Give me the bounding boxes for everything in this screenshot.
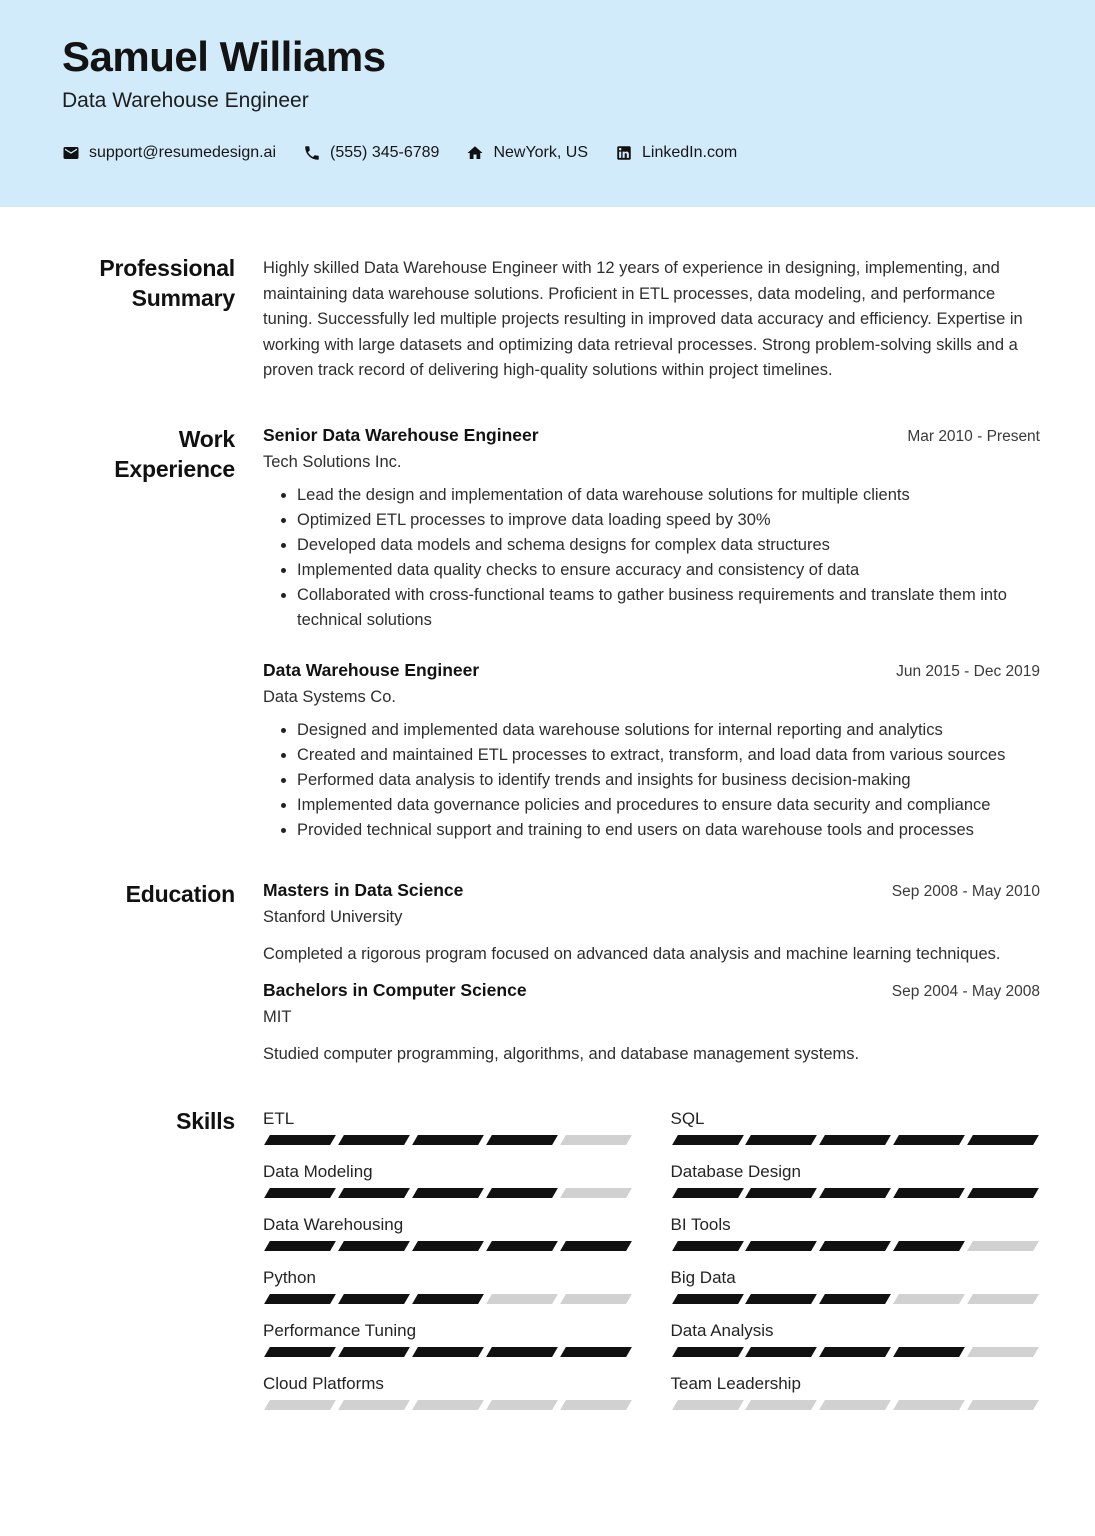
phone-icon — [303, 144, 321, 162]
skill-bar-segment — [746, 1294, 818, 1304]
skill-bar-segment — [560, 1241, 632, 1251]
skill-bar-segment — [486, 1241, 558, 1251]
degree-school: Stanford University — [263, 907, 403, 926]
skill-bar-segment — [893, 1135, 965, 1145]
skill-bar — [671, 1135, 1041, 1145]
skill-bar-segment — [819, 1241, 891, 1251]
skill-name: Team Leadership — [670, 1373, 801, 1393]
skill-bar-segment — [486, 1294, 558, 1304]
job-title: Data Warehouse Engineer — [263, 659, 480, 680]
job-bullet: Provided technical support and training to end users on data warehouse tools and processes — [297, 818, 1040, 843]
skill-name: Cloud Platforms — [263, 1373, 384, 1393]
degree-dates: Sep 2008 - May 2010 — [891, 882, 1040, 900]
skill-bar-segment — [967, 1188, 1039, 1198]
skill-bar — [263, 1241, 633, 1251]
degree-title: Bachelors in Computer Science — [263, 980, 527, 1000]
skill-bar-segment — [967, 1294, 1039, 1304]
job-bullet: Collaborated with cross-functional teams to gather business requirements and translate them into technical solutions — [297, 583, 1040, 633]
home-icon — [466, 144, 484, 162]
skill-bar-segment — [893, 1241, 965, 1251]
skill-name: Python — [263, 1267, 316, 1287]
contact-phone-text: (555) 345-6789 — [330, 144, 440, 161]
skill-bar-segment — [412, 1135, 484, 1145]
contact-email — [62, 144, 276, 162]
skill-bar-segment — [338, 1135, 410, 1145]
skill-bar — [671, 1241, 1041, 1251]
section-summary — [60, 253, 1040, 384]
skill-bar-segment — [893, 1400, 965, 1410]
skill-bar — [671, 1347, 1041, 1357]
skill-bar-segment — [819, 1294, 891, 1304]
contact-location-text: NewYork, US — [493, 144, 588, 161]
skill-bar-segment — [560, 1135, 632, 1145]
skill-item — [263, 1373, 633, 1410]
contact-email-text: support@resumedesign.ai — [89, 144, 277, 161]
skill-bar-segment — [746, 1135, 818, 1145]
job-bullet: Created and maintained ETL processes to extract, transform, and load data from various sources — [297, 743, 1040, 768]
skill-bar-segment — [412, 1241, 484, 1251]
skill-bar-segment — [486, 1188, 558, 1198]
work-entry — [263, 659, 1040, 843]
skill-bar-segment — [967, 1241, 1039, 1251]
job-bullet: Performed data analysis to identify trends and insights for business decision-making — [297, 768, 1040, 793]
skill-name: BI Tools — [670, 1214, 731, 1234]
job-bullet: Implemented data governance policies and procedures to ensure data security and compliance — [297, 793, 1040, 818]
skill-bar-segment — [893, 1347, 965, 1357]
skill-item — [263, 1161, 633, 1198]
skill-bar-segment — [967, 1347, 1039, 1357]
section-education — [60, 879, 1040, 1068]
job-company: Tech Solutions Inc. — [263, 452, 402, 471]
skill-bar-segment — [486, 1135, 558, 1145]
skill-bar-segment — [412, 1400, 484, 1410]
skills-grid — [263, 1108, 1040, 1426]
skill-bar-segment — [338, 1400, 410, 1410]
skill-bar-segment — [560, 1188, 632, 1198]
skill-item — [263, 1214, 633, 1251]
contact-linkedin-text: LinkedIn.com — [642, 144, 738, 161]
skill-item — [263, 1108, 633, 1145]
degree-school: MIT — [263, 1008, 292, 1026]
skill-name: Big Data — [670, 1267, 736, 1287]
summary-heading: Professional Summary — [99, 255, 235, 311]
skill-bar-segment — [967, 1400, 1039, 1410]
job-dates: Mar 2010 - Present — [907, 427, 1040, 445]
skill-bar-segment — [264, 1347, 336, 1357]
section-skills — [60, 1106, 1040, 1426]
skill-bar-segment — [672, 1347, 744, 1357]
job-title: Senior Data Warehouse Engineer — [263, 424, 539, 445]
skill-bar-segment — [264, 1188, 336, 1198]
skill-bar-segment — [819, 1135, 891, 1145]
skill-bar-segment — [893, 1188, 965, 1198]
skill-name: Performance Tuning — [263, 1320, 417, 1340]
job-bullet: Developed data models and schema designs for complex data structures — [297, 533, 1040, 558]
skill-bar-segment — [412, 1347, 484, 1357]
section-work-experience — [60, 424, 1040, 843]
skill-bar-segment — [338, 1347, 410, 1357]
job-bullet: Optimized ETL processes to improve data loading speed by 30% — [297, 508, 1040, 533]
job-bullet-list — [263, 718, 1040, 843]
skill-bar-segment — [560, 1294, 632, 1304]
degree-dates: Sep 2004 - May 2008 — [891, 983, 1040, 1000]
skill-bar-segment — [264, 1294, 336, 1304]
skill-item — [671, 1214, 1041, 1251]
skill-item — [263, 1320, 633, 1357]
skill-bar-segment — [412, 1294, 484, 1304]
skill-bar — [263, 1135, 633, 1145]
skill-bar-segment — [338, 1241, 410, 1251]
work-entry — [263, 424, 1040, 633]
degree-description: Completed a rigorous program focused on advanced data analysis and machine learning techniques. — [263, 944, 1001, 963]
skill-bar-segment — [486, 1347, 558, 1357]
education-entry — [263, 979, 1040, 1068]
job-company: Data Systems Co. — [263, 687, 396, 706]
skill-item — [671, 1108, 1041, 1145]
contact-linkedin — [615, 144, 737, 162]
skill-bar-segment — [893, 1294, 965, 1304]
skill-bar-segment — [560, 1347, 632, 1357]
skill-bar-segment — [746, 1400, 818, 1410]
skill-bar-segment — [264, 1400, 336, 1410]
skill-bar — [263, 1294, 633, 1304]
degree-description: Studied computer programming, algorithms, and database management systems. — [263, 1045, 860, 1063]
job-bullet-list — [263, 483, 1040, 633]
summary-text: Highly skilled Data Warehouse Engineer with 12 years of experience in designing, implementing, and maintaining data warehouse solutions. Proficient in ETL processes, data modeling, and performance tuning. Successfully led multiple projects resulting in improved data accuracy and efficiency. Expertise in working with large datasets and optimizing data retrieval processes. Strong problem-solving skills and a proven track record of delivering high-quality solutions within project timelines. — [263, 259, 1023, 379]
person-job-title: Data Warehouse Engineer — [62, 89, 309, 112]
skill-name: Data Warehousing — [263, 1214, 404, 1234]
skill-bar-segment — [672, 1188, 744, 1198]
skill-item — [671, 1267, 1041, 1304]
skill-bar-segment — [560, 1400, 632, 1410]
job-bullet: Implemented data quality checks to ensure accuracy and consistency of data — [297, 558, 1040, 583]
skill-bar-segment — [819, 1400, 891, 1410]
skill-bar-segment — [486, 1400, 558, 1410]
degree-title: Masters in Data Science — [263, 879, 464, 900]
skill-bar-segment — [746, 1347, 818, 1357]
skill-bar — [263, 1400, 633, 1410]
skill-bar-segment — [672, 1400, 744, 1410]
skill-name: Data Analysis — [670, 1320, 774, 1340]
skill-item — [671, 1161, 1041, 1198]
skill-bar — [671, 1294, 1041, 1304]
skill-bar — [263, 1188, 633, 1198]
work-experience-heading: Work Experience — [114, 425, 235, 482]
skill-name: ETL — [263, 1108, 295, 1128]
skill-bar-segment — [672, 1294, 744, 1304]
skill-item — [671, 1320, 1041, 1357]
skill-name: SQL — [670, 1108, 705, 1128]
skill-item — [671, 1373, 1041, 1410]
education-heading: Education — [125, 880, 235, 907]
skill-bar-segment — [819, 1188, 891, 1198]
skill-bar-segment — [746, 1188, 818, 1198]
contact-row — [62, 144, 1035, 162]
job-bullet: Designed and implemented data warehouse solutions for internal reporting and analytics — [297, 718, 1040, 743]
contact-location — [466, 144, 588, 162]
skill-bar-segment — [672, 1135, 744, 1145]
resume-body — [0, 253, 1095, 1426]
skill-bar — [263, 1347, 633, 1357]
email-icon — [62, 144, 80, 162]
skill-bar-segment — [672, 1241, 744, 1251]
skill-bar — [671, 1400, 1041, 1410]
skill-bar-segment — [264, 1241, 336, 1251]
skill-bar-segment — [819, 1347, 891, 1357]
skill-bar-segment — [338, 1188, 410, 1198]
skill-bar-segment — [338, 1294, 410, 1304]
person-name: Samuel Williams — [62, 33, 386, 80]
skill-name: Database Design — [670, 1161, 801, 1181]
skill-bar-segment — [967, 1135, 1039, 1145]
job-bullet: Lead the design and implementation of data warehouse solutions for multiple clients — [297, 483, 1040, 508]
skill-bar-segment — [412, 1188, 484, 1198]
skill-bar — [671, 1188, 1041, 1198]
education-entry — [263, 879, 1040, 968]
job-dates: Jun 2015 - Dec 2019 — [896, 662, 1040, 680]
skill-item — [263, 1267, 633, 1304]
skill-bar-segment — [264, 1135, 336, 1145]
skill-name: Data Modeling — [263, 1161, 373, 1181]
contact-phone — [303, 144, 439, 162]
skills-heading: Skills — [176, 1107, 235, 1134]
resume-header — [0, 0, 1095, 207]
skill-bar-segment — [746, 1241, 818, 1251]
linkedin-icon — [615, 144, 633, 162]
